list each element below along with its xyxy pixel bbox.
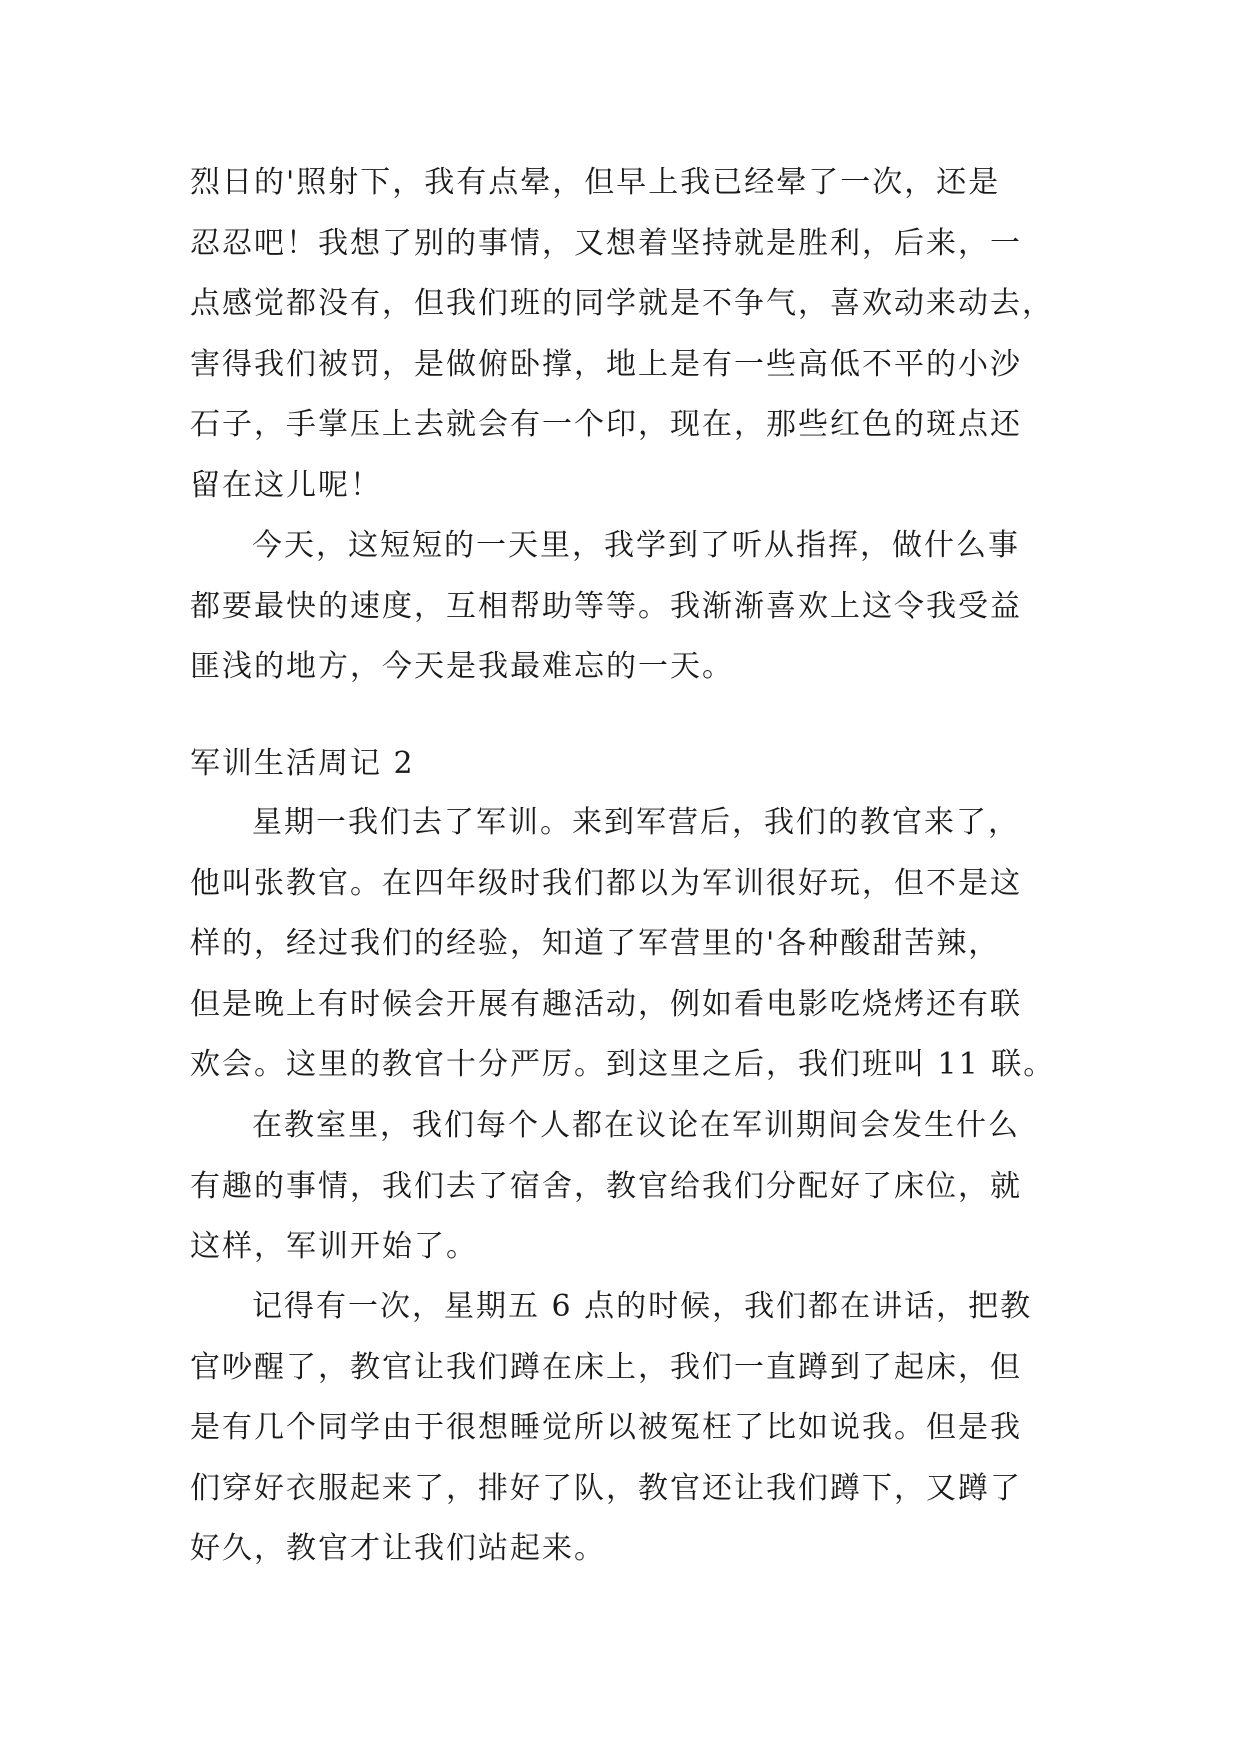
paragraph-line: 是有几个同学由于很想睡觉所以被冤枉了比如说我。但是我: [190, 1410, 1022, 1445]
paragraph-line: 官吵醒了，教官让我们蹲在床上，我们一直蹲到了起床，但: [190, 1349, 1022, 1385]
section-title-text: 军训生活周记 2: [190, 746, 415, 781]
paragraph-1: [190, 153, 1070, 516]
paragraph-line: 忍忍吧！我想了别的事情，又想着坚持就是胜利，后来，一: [190, 225, 1022, 261]
paragraph-line: 都要最快的速度，互相帮助等等。我渐渐喜欢上这令我受益: [190, 588, 1022, 624]
section-title: [190, 734, 1070, 795]
paragraph-5: [190, 1277, 1070, 1580]
paragraph-4: [190, 1096, 1070, 1278]
paragraph-line: 好久，教官才让我们站起来。: [190, 1531, 606, 1566]
paragraph-line: 星期一我们去了军训。来到军营后，我们的教官来了，: [252, 805, 1020, 840]
paragraph-line: 今天，这短短的一天里，我学到了听从指挥，做什么事: [252, 528, 1020, 563]
paragraph-3: [190, 793, 1070, 1096]
paragraph-line: 烈日的'照射下，我有点晕，但早上我已经晕了一次，还是: [190, 165, 1001, 200]
paragraph-line: 欢会。这里的教官十分严厉。到这里之后，我们班叫 11 联。: [190, 1047, 1056, 1082]
paragraph-line: 在教室里，我们每个人都在议论在军训期间会发生什么: [252, 1108, 1020, 1143]
paragraph-line: 匪浅的地方，今天是我最难忘的一天。: [190, 649, 734, 684]
paragraph-line: 石子，手掌压上去就会有一个印，现在，那些红色的斑点还: [190, 407, 1022, 442]
paragraph-line: 但是晚上有时候会开展有趣活动，例如看电影吃烧烤还有联: [190, 986, 1022, 1022]
paragraph-line: 点感觉都没有，但我们班的同学就是不争气，喜欢动来动去，: [190, 286, 1054, 321]
paragraph-line: 害得我们被罚，是做俯卧撑，地上是有一些高低不平的小沙: [190, 346, 1022, 382]
paragraph-2: [190, 516, 1070, 698]
paragraph-line: 记得有一次，星期五 6 点的时候，我们都在讲话，把教: [252, 1289, 1033, 1324]
paragraph-line: 这样，军训开始了。: [190, 1229, 478, 1264]
paragraph-line: 们穿好衣服起来了，排好了队，教官还让我们蹲下，又蹲了: [190, 1470, 1022, 1506]
paragraph-line: 留在这儿呢！: [190, 467, 382, 503]
paragraph-line: 他叫张教官。在四年级时我们都以为军训很好玩，但不是这: [190, 865, 1022, 901]
paragraph-line: 有趣的事情，我们去了宿舍，教官给我们分配好了床位，就: [190, 1168, 1022, 1204]
paragraph-line: 样的，经过我们的经验，知道了军营里的'各种酸甜苦辣，: [190, 926, 1001, 961]
